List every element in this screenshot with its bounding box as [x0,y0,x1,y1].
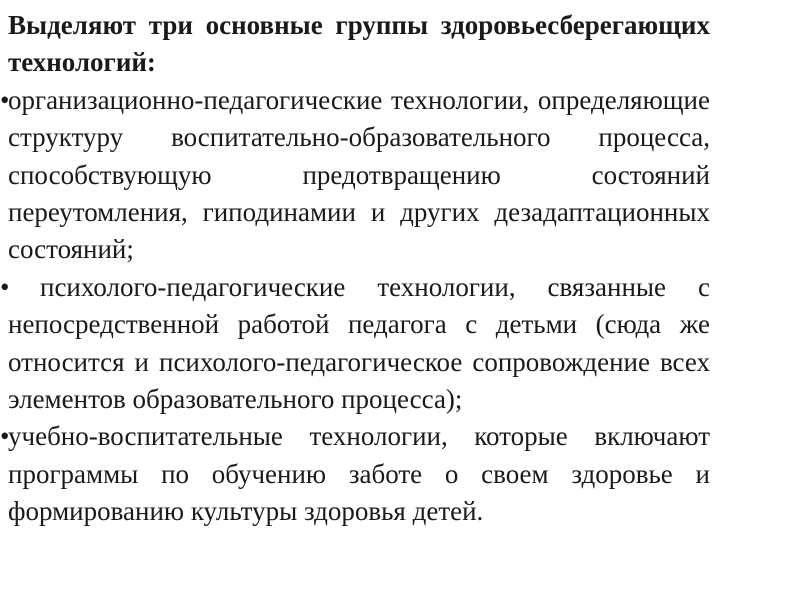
bullet-icon: • [0,271,10,302]
list-item-educational [0,418,710,530]
list-item-text: учебно-воспитательные технологии, которые включают программы по обучению заботе о своем здоровье и формированию культуры здоровья детей. [8,421,710,527]
list-item-organizational [0,82,710,269]
list-item-psychological [0,269,717,419]
list-item-text: организационно-педагогические технологии, определяющие структуру воспитательно-образовательного процесса, способствующую предотвращению состояний переутомления, гиподинамии и других дезадаптационных состояний; [8,84,710,265]
list-item-text: психолого-педагогические технологии, связанные с непосредственной работой педагога с детьми (сюда же относится и психолого-педагогическое сопровождение всех элементов образовательного процесса); [8,271,717,415]
bullet-icon: • [0,421,10,452]
document-body [0,7,717,531]
document-heading: Выделяют три основные группы здоровьесберегающих технологий: [8,10,710,78]
bullet-icon: • [0,84,10,115]
